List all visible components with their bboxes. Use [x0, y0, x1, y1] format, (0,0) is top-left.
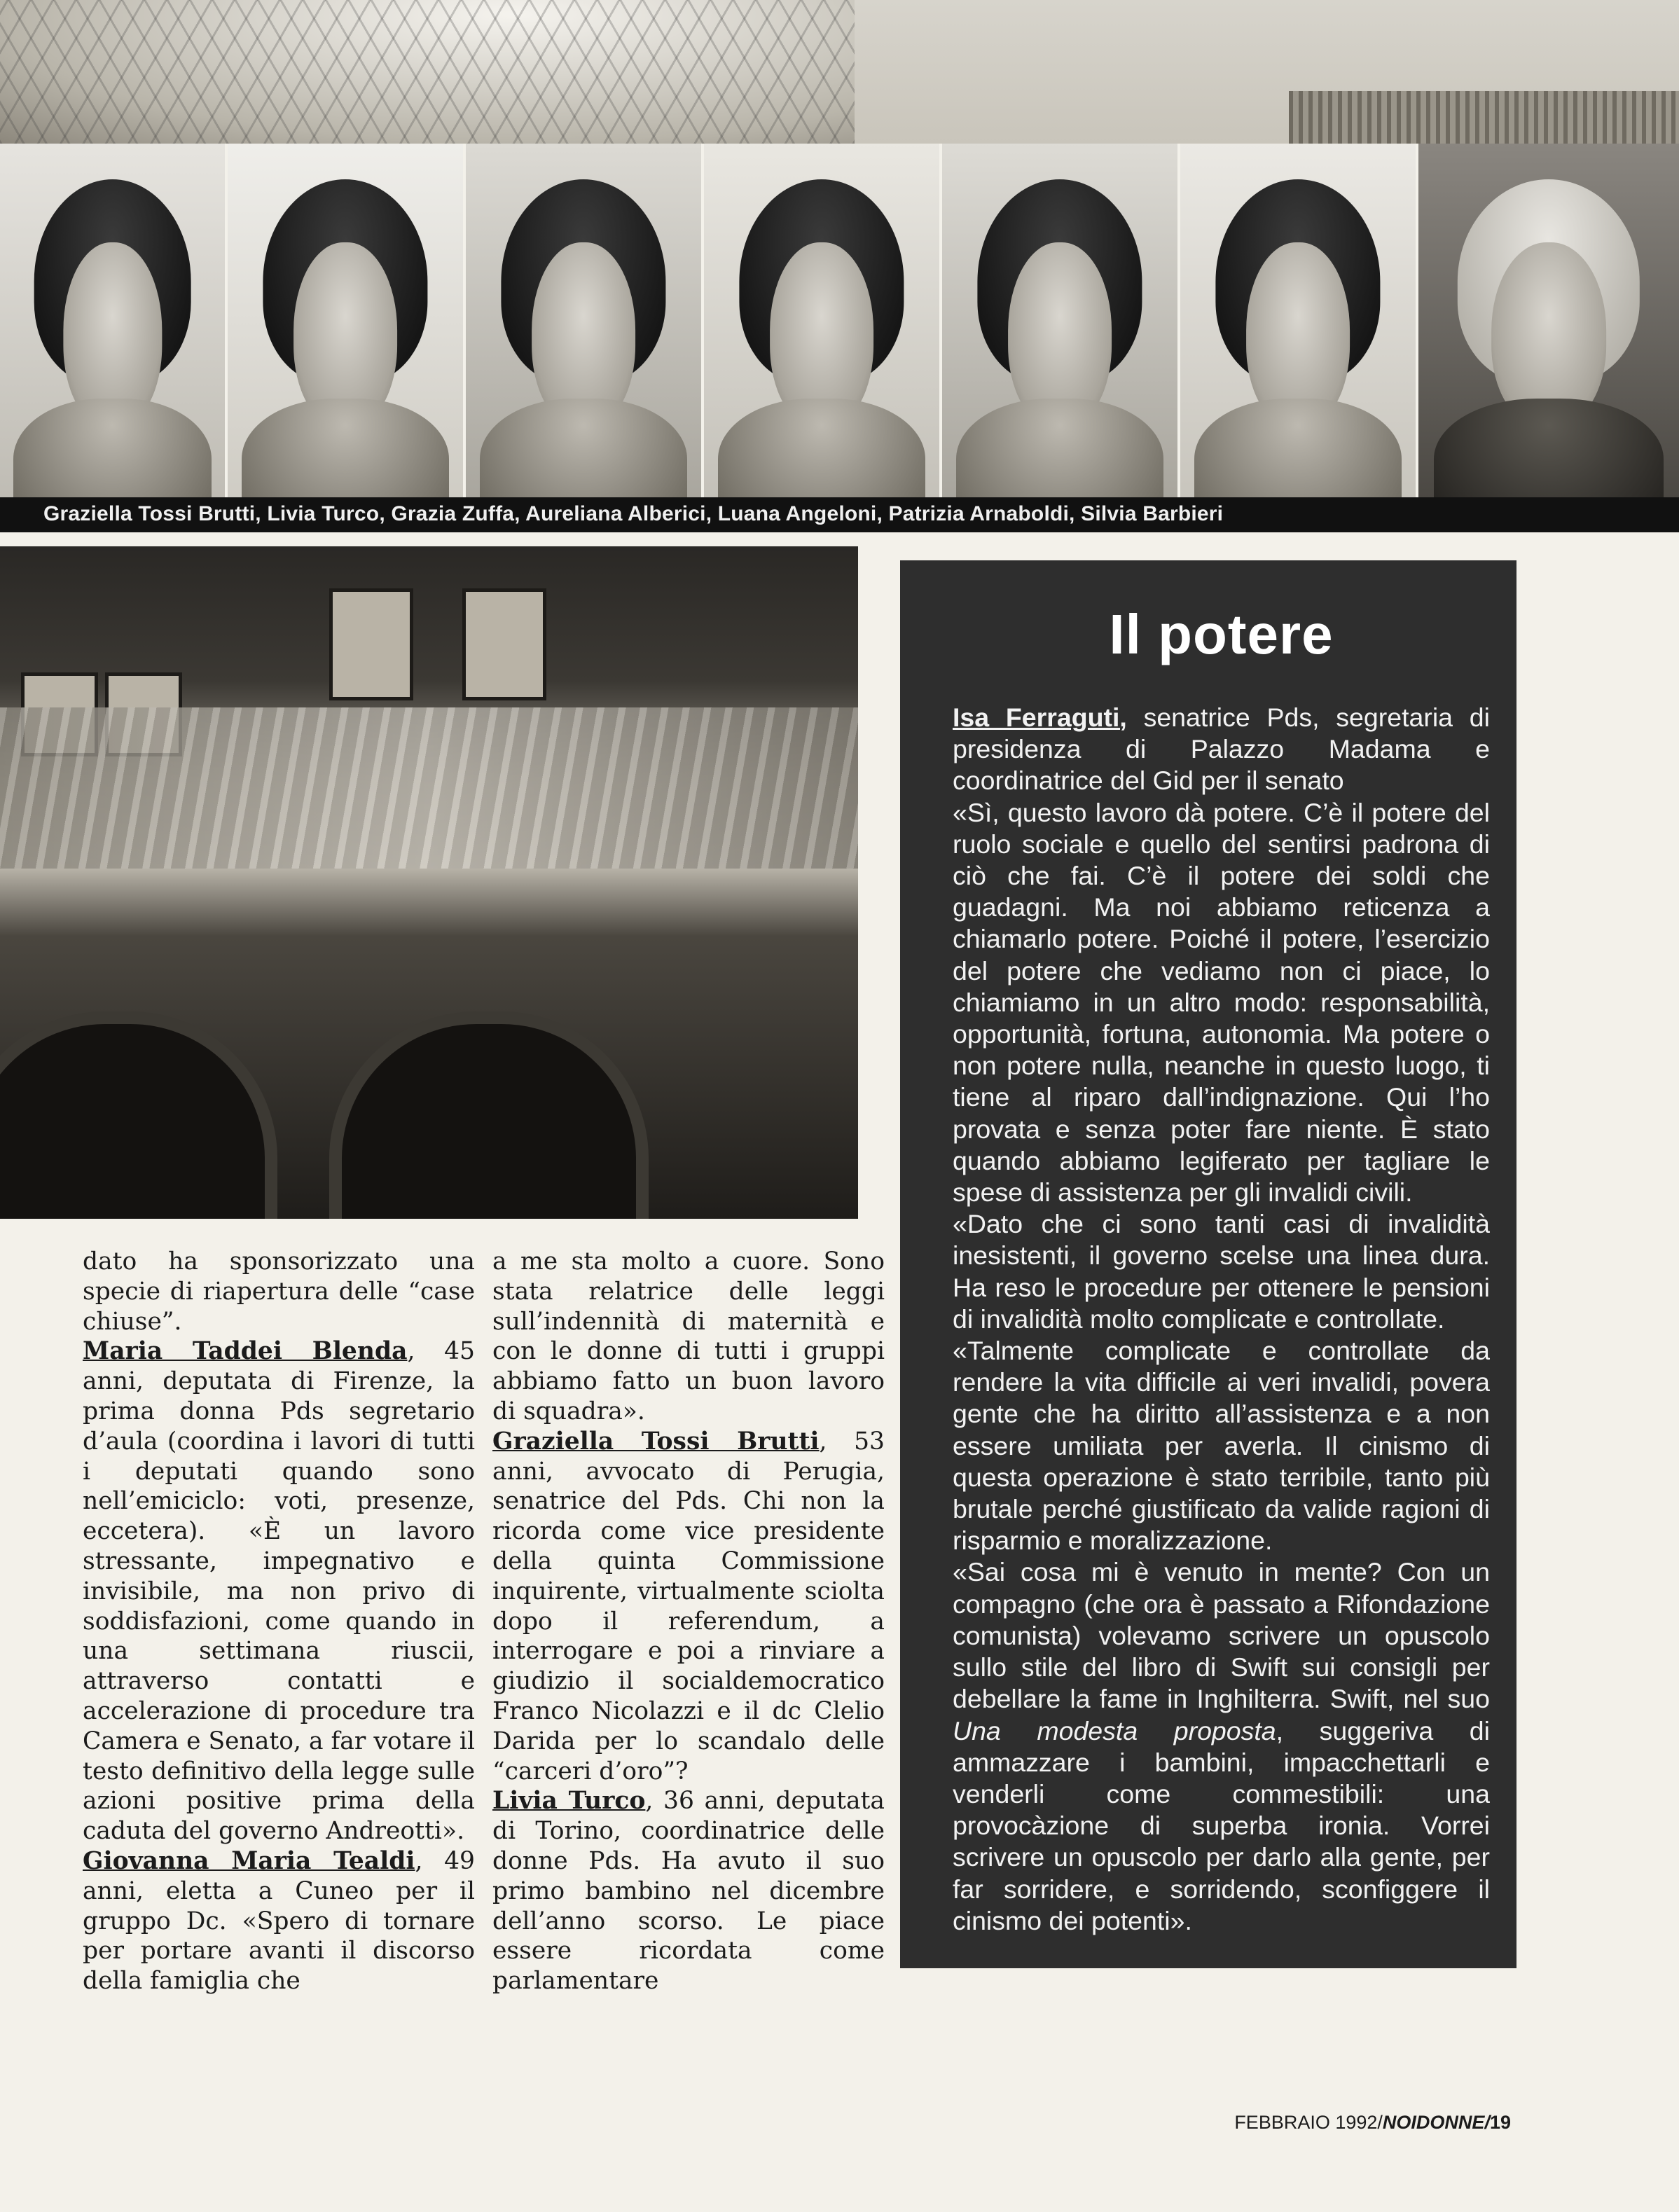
footer-separator: /	[1484, 2112, 1490, 2133]
quote-text: «Sai cosa mi è venuto in mente? Con un compagno (che ora è passato a Rifondazione comunista) volevamo scrivere un opuscolo sullo stile del libro di Swift sui consigli per debellare la fame in Inghilterra. Swift, nel suo	[953, 1557, 1490, 1714]
portrait-2	[228, 144, 466, 497]
sidebar-title: Il potere	[1109, 603, 1334, 665]
photo-caption: Graziella Tossi Brutti, Livia Turco, Grazia Zuffa, Aureliana Alberici, Luana Angeloni, Patrizia Arnaboldi, Silvia Barbieri	[43, 502, 1224, 525]
sidebar-quote: «Dato che ci sono tanti casi di invalidità inesistenti, il governo scelse una linea dura. Ha reso le procedure per ottenere le pensioni di invalidità molto complicate e controllate.	[953, 1209, 1490, 1334]
page-footer	[1234, 2112, 1511, 2134]
person-name: Maria Taddei Blenda	[83, 1337, 408, 1366]
portrait-5	[942, 144, 1180, 497]
portrait-4	[704, 144, 942, 497]
person-name: Graziella Tossi Brutti	[492, 1427, 820, 1456]
hall-window	[462, 588, 546, 700]
portrait-6	[1180, 144, 1418, 497]
intro-text: senatrice Pds, segretaria di presidenza di Palazzo Madama e coordinatrice del Gid per il senato	[953, 703, 1490, 796]
page-number: 19	[1489, 2112, 1511, 2133]
person-name: Livia Turco	[492, 1787, 646, 1816]
col2-paragraph: a me sta molto a cuore. Sono stata relatrice delle leggi sull’indennità di maternità e con le donne di tutti i gruppi abbiamo fatto un buon lavoro di squadra».	[492, 1247, 885, 1425]
paragraph-text: , 45 anni, deputata di Firenze, la prima donna Pds segretario d’aula (coordina i lavori di tutti i deputati quando sono nell’emiciclo: voti, presenze, eccetera). «È un lavoro stressante, impegnativo e invisibile, ma non privo di soddisfazioni, come quando in una settimana riuscii, attraverso contatti e accelerazione di procedure tra Camera e Senato, a far votare il testo definitivo della legge sulle azioni positive prima della caduta del governo Andreotti».	[83, 1337, 475, 1846]
photo-caption-strip	[0, 497, 1679, 532]
person-name: Isa Ferraguti,	[953, 703, 1127, 732]
col1-paragraph	[83, 1336, 475, 1846]
article-column-2	[492, 1247, 885, 1996]
hall-arch	[0, 1011, 277, 1219]
article-column-1	[83, 1247, 475, 1996]
paragraph-text: , 36 anni, deputata di Torino, coordinatrice delle donne Pds. Ha avuto il suo primo bambino nel dicembre dell’anno scorso. Le piace essere ricordata come parlamentare	[492, 1787, 885, 1996]
portrait-3	[466, 144, 704, 497]
sidebar-quote: «Talmente complicate e controllate da rendere la vita difficile ai veri invalidi, povera gente che ha diritto all’assistenza e a non essere umiliata per averla. Il cinismo di questa operazione è stato terribile, tanto più brutale perché giustificato da valide ragioni di risparmio e moralizzazione.	[953, 1336, 1490, 1556]
col1-paragraph	[83, 1846, 475, 1996]
frieze-strip	[1289, 91, 1679, 144]
paragraph-text: , 53 anni, avvocato di Perugia, senatrice del Pds. Chi non la ricorda come vice presidente della quinta Commissione inquirente, virtualmente sciolta dopo il referendum, a interrogare e poi a rinviare a giudizio il socialdemocratico Franco Nicolazzi e il dc Clelio Darida per lo scandalo delle “carceri d’oro”?	[492, 1427, 885, 1785]
quote-text: , suggeriva di ammazzare i bambini, impacchettarli e venderli come commestibili: una provocàzione di superba ironia. Vorrei scrivere un opuscolo per darlo alla gente, per far sorridere, e sorridendo, sconfiggere il cinismo dei potenti».	[953, 1715, 1490, 1935]
book-title: Una modesta proposta	[953, 1715, 1276, 1746]
issue-date: FEBBRAIO 1992/	[1234, 2112, 1383, 2133]
portrait-row	[0, 144, 1679, 497]
sidebar-quote: «Sì, questo lavoro dà potere. C’è il potere del ruolo sociale e quello del sentirsi padrona di ciò che fai. C’è il potere dei soldi che guadagni. Ma noi abbiamo reticenza a chiamarlo potere. Poiché il potere, l’esercizio del potere che vediamo non ci piace, lo chiamiamo in un altro modo: responsabilità, opportunità, fortuna, autonomia. Ma potere o non potere nulla, neanche in questo luogo, ti tiene al riparo dall’indignazione. Qui l’ho provata e senza poter fare niente. È stato quando abbiamo legiferato per tagliare le spese di assistenza per gli invalidi civili.	[953, 797, 1490, 1208]
dome-banner-photo	[0, 0, 1679, 144]
glass-dome-image	[0, 0, 855, 144]
senate-hall-photo	[0, 546, 858, 1219]
sidebar-quote	[953, 1556, 1490, 1936]
sidebar-intro	[953, 702, 1490, 797]
paragraph-text: , 49 anni, eletta a Cuneo per il gruppo Dc. «Spero di tornare per portare avanti il discorso della famiglia che	[83, 1846, 475, 1996]
portrait-1	[0, 144, 228, 497]
magazine-name: NOIDONNE	[1382, 2112, 1485, 2133]
hall-fresco	[0, 707, 858, 869]
col2-paragraph	[492, 1786, 885, 1996]
sidebar-box	[900, 560, 1516, 1968]
person-name: Giovanna Maria Tealdi	[83, 1846, 415, 1875]
hall-window	[329, 588, 413, 700]
col2-paragraph	[492, 1427, 885, 1787]
portrait-7	[1418, 144, 1679, 497]
hall-arch	[329, 1011, 649, 1219]
col1-paragraph: dato ha sponsorizzato una specie di riapertura delle “case chiuse”.	[83, 1247, 475, 1336]
